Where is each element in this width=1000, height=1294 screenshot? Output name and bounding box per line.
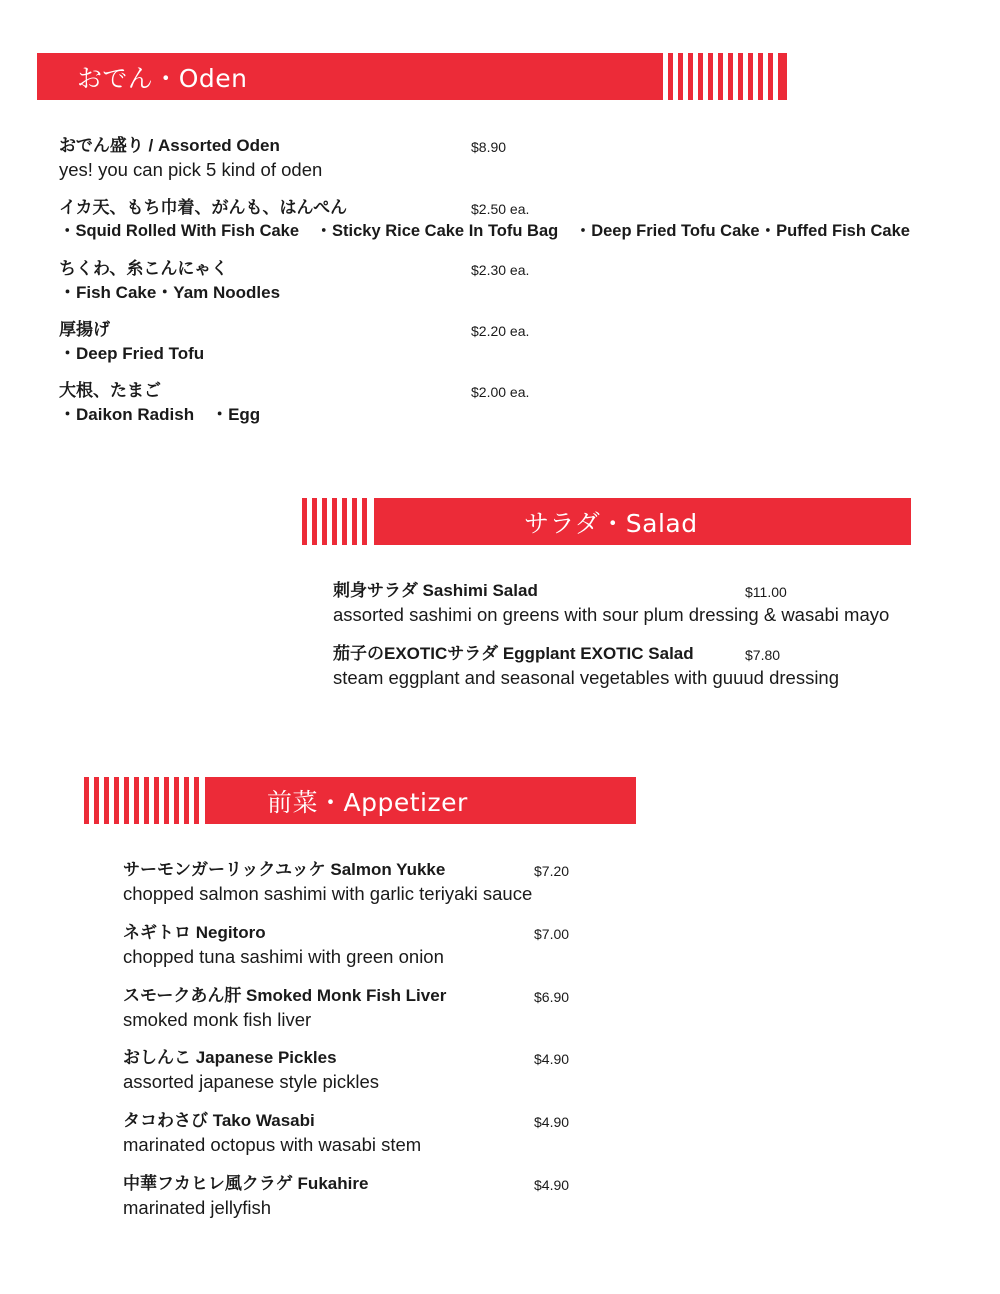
item-name: タコわさび Tako Wasabi	[123, 1111, 315, 1130]
appetizer-item	[123, 923, 570, 968]
salad-stripes	[302, 498, 372, 545]
item-price: $4.90	[534, 1114, 570, 1130]
item-price: $7.80	[745, 647, 781, 663]
oden-item	[59, 320, 530, 364]
item-desc: marinated jellyfish	[123, 1197, 272, 1218]
appetizer-item	[123, 860, 570, 905]
item-name: 厚揚げ	[59, 320, 110, 339]
item-price: $7.20	[534, 863, 570, 879]
item-price: $8.90	[471, 139, 507, 155]
appetizer-title: 前菜・Appetizer	[267, 787, 468, 817]
appetizer-item	[123, 1111, 570, 1156]
appetizer-item	[123, 1048, 570, 1093]
item-name: 中華フカヒレ風クラゲ Fukahire	[123, 1174, 369, 1193]
item-name: 茄子のEXOTICサラダ Eggplant EXOTIC Salad	[333, 644, 694, 663]
item-price: $7.00	[534, 926, 570, 942]
salad-title: サラダ・Salad	[524, 508, 698, 538]
item-name: イカ天、もち巾着、がんも、はんぺん	[59, 198, 348, 217]
salad-banner	[374, 498, 911, 545]
item-desc: smoked monk fish liver	[123, 1009, 312, 1030]
appetizer-item	[123, 986, 570, 1031]
item-desc: yes! you can pick 5 kind of oden	[59, 159, 323, 180]
oden-stripes	[663, 53, 783, 100]
item-desc: chopped salmon sashimi with garlic teriyaki sauce	[123, 883, 533, 904]
item-price: $4.90	[534, 1177, 570, 1193]
appetizer-stripes	[84, 777, 204, 824]
oden-item	[59, 136, 507, 181]
item-name: おでん盛り / Assorted Oden	[59, 136, 280, 155]
item-desc: ・Deep Fried Tofu	[59, 344, 205, 363]
item-desc: assorted japanese style pickles	[123, 1071, 380, 1092]
appetizer-banner	[205, 777, 636, 824]
item-desc: chopped tuna sashimi with green onion	[123, 946, 444, 967]
item-price: $11.00	[745, 584, 787, 600]
item-price: $2.50 ea.	[471, 201, 530, 217]
salad-item	[333, 644, 839, 689]
item-desc: ・Squid Rolled With Fish Cake ・Sticky Rice Cake In Tofu Bag ・Deep Fried Tofu Cake・Puffed Fish Cake	[59, 222, 910, 240]
item-name: 大根、たまご	[59, 381, 161, 400]
item-desc: ・Fish Cake・Yam Noodles	[59, 283, 281, 302]
item-desc: ・Daikon Radish ・Egg	[59, 405, 261, 424]
appetizer-item	[123, 1174, 570, 1219]
item-price: $2.20 ea.	[471, 323, 530, 339]
item-price: $6.90	[534, 989, 570, 1005]
item-desc: marinated octopus with wasabi stem	[123, 1134, 422, 1155]
item-price: $4.90	[534, 1051, 570, 1067]
item-price: $2.00 ea.	[471, 384, 530, 400]
item-name: ネギトロ Negitoro	[123, 923, 266, 942]
item-desc: steam eggplant and seasonal vegetables with guuud dressing	[333, 667, 840, 688]
item-name: おしんこ Japanese Pickles	[123, 1048, 337, 1067]
item-price: $2.30 ea.	[471, 262, 530, 278]
item-name: ちくわ、糸こんにゃく	[59, 259, 228, 278]
item-name: 刺身サラダ Sashimi Salad	[333, 581, 538, 600]
oden-title: おでん・Oden	[77, 63, 248, 93]
item-name: サーモンガーリックユッケ Salmon Yukke	[123, 860, 446, 879]
oden-item	[59, 381, 530, 425]
oden-item	[59, 198, 910, 242]
item-name: スモークあん肝 Smoked Monk Fish Liver	[123, 986, 447, 1005]
item-desc: assorted sashimi on greens with sour plum dressing & wasabi mayo	[333, 604, 890, 625]
oden-banner	[37, 53, 787, 100]
salad-item	[333, 581, 889, 626]
oden-item	[59, 259, 530, 303]
